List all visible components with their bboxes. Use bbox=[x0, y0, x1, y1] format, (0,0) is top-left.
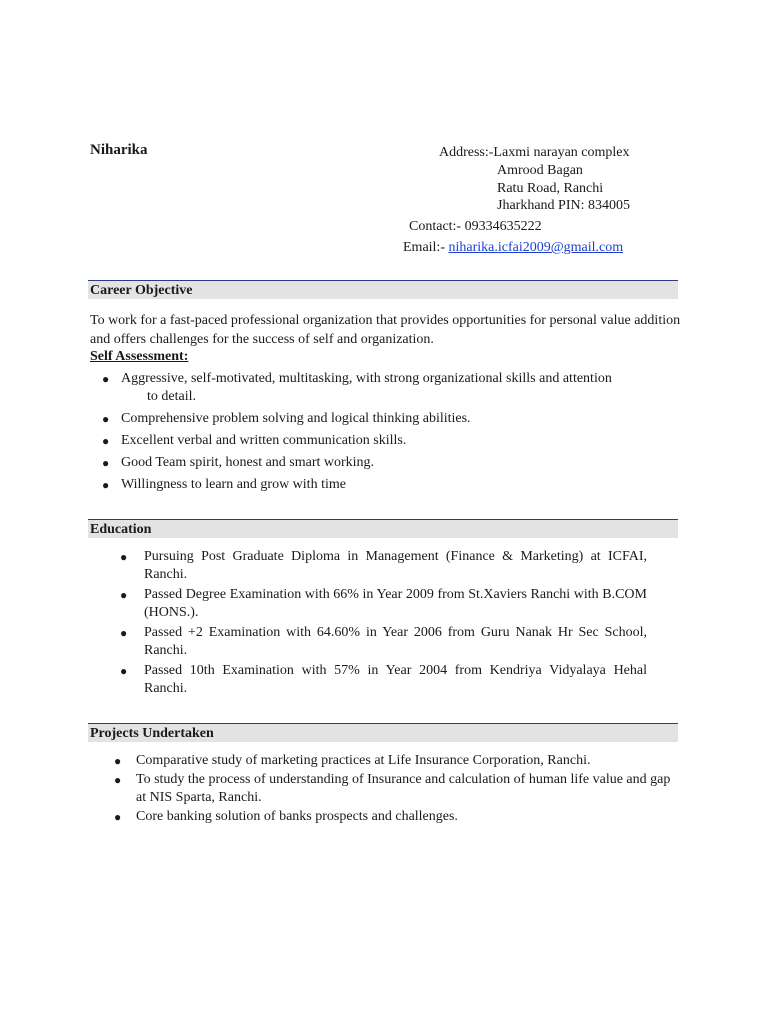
list-item-text: Pursuing Post Graduate Diploma in Management (Finance & Marketing) at ICFAI, Ranchi. bbox=[144, 549, 647, 582]
list-item bbox=[120, 662, 647, 698]
bullet-icon: ● bbox=[102, 372, 110, 386]
bullet-icon: ● bbox=[102, 412, 110, 426]
address-line-1: Address:-Laxmi narayan complex bbox=[439, 145, 630, 160]
bullet-icon: ● bbox=[102, 456, 110, 470]
self-assessment-heading: Self Assessment: bbox=[90, 349, 189, 364]
list-item bbox=[114, 808, 676, 826]
career-objective-heading: Career Objective bbox=[88, 280, 678, 299]
list-item-text: Passed 10th Examination with 57% in Year 2004 from Kendriya Vidyalaya Hehal Ranchi. bbox=[144, 663, 647, 696]
list-item bbox=[102, 370, 681, 406]
candidate-name: Niharika bbox=[90, 142, 148, 158]
list-item-text: To study the process of understanding of Insurance and calculation of human life value and gap at NIS Sparta, Ranchi. bbox=[136, 772, 671, 805]
list-item-continuation: to detail. bbox=[147, 389, 196, 404]
bullet-icon: ● bbox=[114, 810, 122, 824]
list-item-text: Aggressive, self-motivated, multitasking, with strong organizational skills and attention bbox=[121, 371, 612, 386]
address-line-3: Ratu Road, Ranchi bbox=[497, 181, 604, 196]
list-item bbox=[114, 771, 676, 807]
list-item-text: Passed Degree Examination with 66% in Year 2009 from St.Xaviers Ranchi with B.COM (HONS.). bbox=[144, 587, 647, 620]
bullet-icon: ● bbox=[102, 434, 110, 448]
list-item-text: Core banking solution of banks prospects and challenges. bbox=[136, 809, 458, 824]
bullet-icon: ● bbox=[102, 478, 110, 492]
list-item bbox=[102, 410, 681, 428]
bullet-icon: ● bbox=[114, 754, 122, 768]
list-item bbox=[120, 548, 647, 584]
bullet-icon: ● bbox=[120, 588, 128, 602]
email-line bbox=[403, 239, 623, 256]
list-item bbox=[120, 624, 647, 660]
career-objective-text: To work for a fast-paced professional organization that provides opportunities for personal value addition and offers challenges for the success of self and organization. bbox=[90, 313, 681, 347]
list-item-text: Comprehensive problem solving and logical thinking abilities. bbox=[121, 411, 471, 426]
list-item bbox=[102, 432, 681, 450]
bullet-icon: ● bbox=[120, 664, 128, 678]
list-item bbox=[114, 752, 676, 770]
email-link[interactable]: niharika.icfai2009@gmail.com bbox=[448, 240, 624, 255]
list-item-text: Willingness to learn and grow with time bbox=[121, 477, 346, 492]
list-item-text: Good Team spirit, honest and smart working. bbox=[121, 455, 375, 470]
address-line-2: Amrood Bagan bbox=[497, 163, 583, 178]
list-item-text: Comparative study of marketing practices at Life Insurance Corporation, Ranchi. bbox=[136, 753, 591, 768]
bullet-icon: ● bbox=[120, 626, 128, 640]
address-line-4: Jharkhand PIN: 834005 bbox=[497, 198, 630, 213]
list-item bbox=[102, 454, 681, 472]
list-item bbox=[120, 586, 647, 622]
projects-list bbox=[114, 752, 676, 827]
contact-number: Contact:- 09334635222 bbox=[409, 219, 542, 234]
bullet-icon: ● bbox=[120, 550, 128, 564]
list-item-text: Excellent verbal and written communication skills. bbox=[121, 433, 407, 448]
email-label: Email:- bbox=[403, 240, 449, 255]
education-heading: Education bbox=[88, 519, 678, 538]
list-item-text: Passed +2 Examination with 64.60% in Year 2006 from Guru Nanak Hr Sec School, Ranchi. bbox=[144, 625, 647, 658]
education-list bbox=[120, 548, 647, 700]
projects-heading: Projects Undertaken bbox=[88, 723, 678, 742]
bullet-icon: ● bbox=[114, 773, 122, 787]
self-assessment-list bbox=[102, 370, 681, 498]
list-item bbox=[102, 476, 681, 494]
